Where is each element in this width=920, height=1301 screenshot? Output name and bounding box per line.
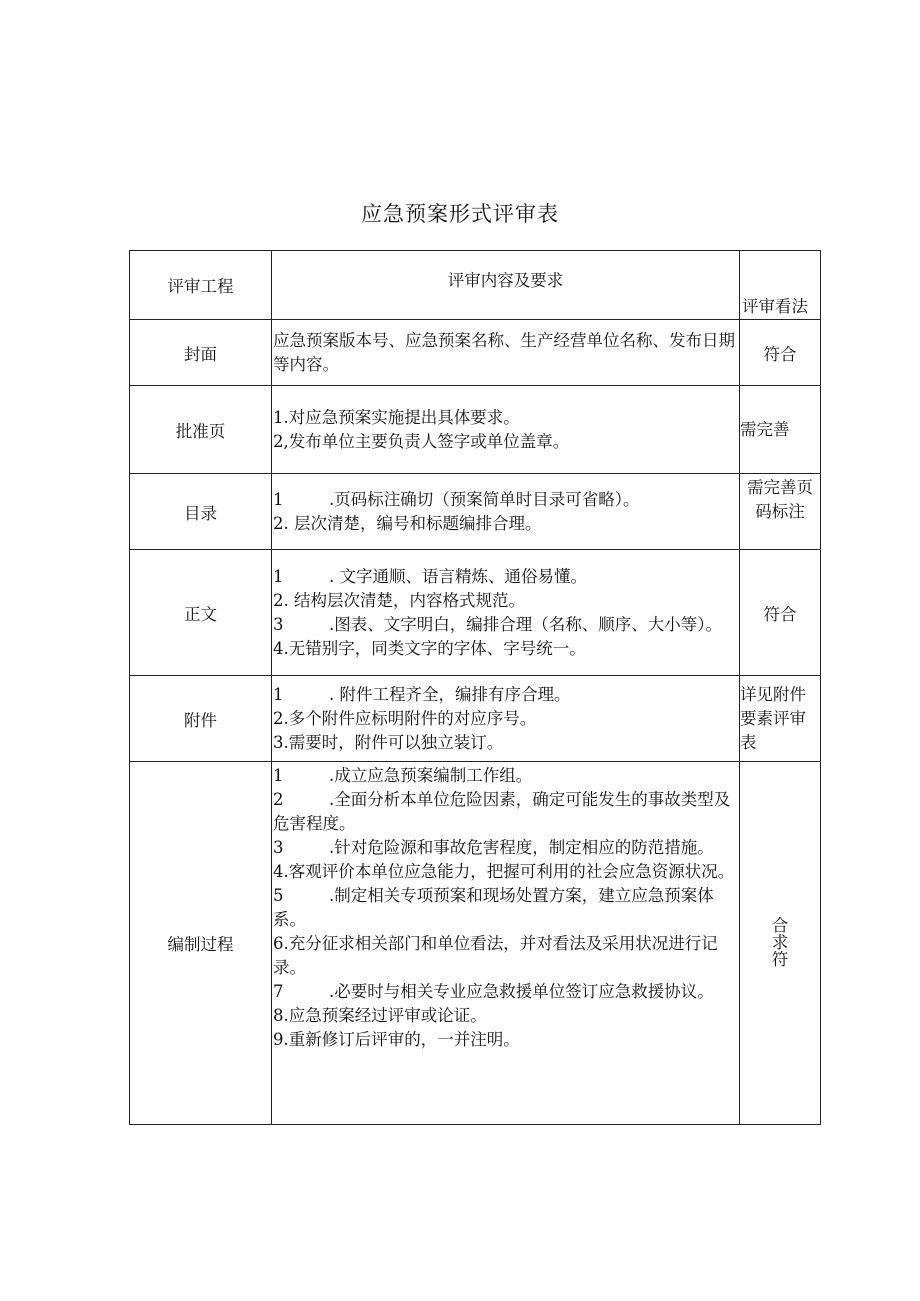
row-item: 正文 (130, 550, 272, 676)
content-line: 2. 结构层次清楚，内容格式规范。 (273, 590, 525, 610)
content-line: 3.需要时，附件可以独立装订。 (273, 732, 504, 752)
content-line: 1 .成立应急预案编制工作组。 (273, 766, 533, 785)
opinion-char: 求 (771, 933, 789, 952)
table-row (130, 386, 821, 474)
row-content (272, 320, 740, 386)
content-line: 4.客观评价本单位应急能力，把握可利用的社会应急资源状况。 (273, 862, 735, 881)
row-content (272, 676, 740, 762)
opinion-char: 符 (771, 950, 789, 969)
row-content (272, 474, 740, 550)
row-content (272, 386, 740, 474)
content-line: 8.应急预案经过评审或论证。 (273, 1006, 487, 1025)
row-opinion: 需完善页码标注 (740, 474, 821, 550)
table-row (130, 320, 821, 386)
row-opinion: 详见附件要素评审表 (740, 676, 821, 762)
content-line: 1 . 文字通顺、语言精炼、通俗易懂。 (273, 566, 587, 586)
row-opinion: 需完善 (740, 386, 821, 474)
row-item: 封面 (130, 320, 272, 386)
table-row (130, 762, 821, 1125)
content-line: 1 .页码标注确切（预案简单时目录可省略）。 (273, 489, 640, 509)
header-opinion: 评审看法 (740, 251, 821, 320)
row-item: 目录 (130, 474, 272, 550)
row-item: 附件 (130, 676, 272, 762)
row-item: 批准页 (130, 386, 272, 474)
page-title: 应急预案形式评审表 (361, 202, 559, 226)
table-row (130, 474, 821, 550)
row-item: 编制过程 (130, 762, 272, 1125)
content-line: 4.无错别字，同类文字的字体、字号统一。 (273, 638, 586, 658)
opinion-char: 合 (771, 916, 789, 935)
content-line: 5 .制定相关专项预案和现场处置方案，建立应急预案体系。 (273, 886, 714, 929)
content-line: 应急预案版本号、应急预案名称、生产经营单位名称、发布日期等内容。 (273, 330, 735, 374)
content-line: 2,发布单位主要负责人签字或单位盖章。 (273, 431, 570, 451)
content-line: 2 .全面分析本单位危险因素，确定可能发生的事故类型及危害程度。 (273, 790, 731, 833)
content-line: 1.对应急预案实施提出具体要求。 (273, 407, 520, 427)
content-line: 3 .图表、文字明白，编排合理（名称、顺序、大小等）。 (273, 614, 722, 634)
table-row (130, 550, 821, 676)
header-item: 评审工程 (130, 251, 272, 320)
content-line: 7 .必要时与相关专业应急救援单位签订应急救援协议。 (273, 982, 714, 1001)
content-line: 1 . 附件工程齐全，编排有序合理。 (273, 684, 571, 704)
row-content (272, 762, 740, 1125)
content-line: 9.重新修订后评审的，一并注明。 (273, 1030, 520, 1049)
content-line: 2. 层次清楚，编号和标题编排合理。 (273, 513, 542, 533)
row-opinion (740, 762, 821, 1125)
content-line: 3 .针对危险源和事故危害程度，制定相应的防范措施。 (273, 838, 714, 857)
review-table (129, 250, 821, 1125)
table-row (130, 676, 821, 762)
header-content: 评审内容及要求 (272, 251, 740, 320)
row-opinion: 符合 (740, 320, 821, 386)
row-content (272, 550, 740, 676)
table-header-row (130, 251, 821, 320)
content-line: 2.多个附件应标明附件的对应序号。 (273, 708, 537, 728)
row-opinion: 符合 (740, 550, 821, 676)
content-line: 6.充分征求相关部门和单位看法，并对看法及采用状况进行记录。 (273, 934, 718, 977)
